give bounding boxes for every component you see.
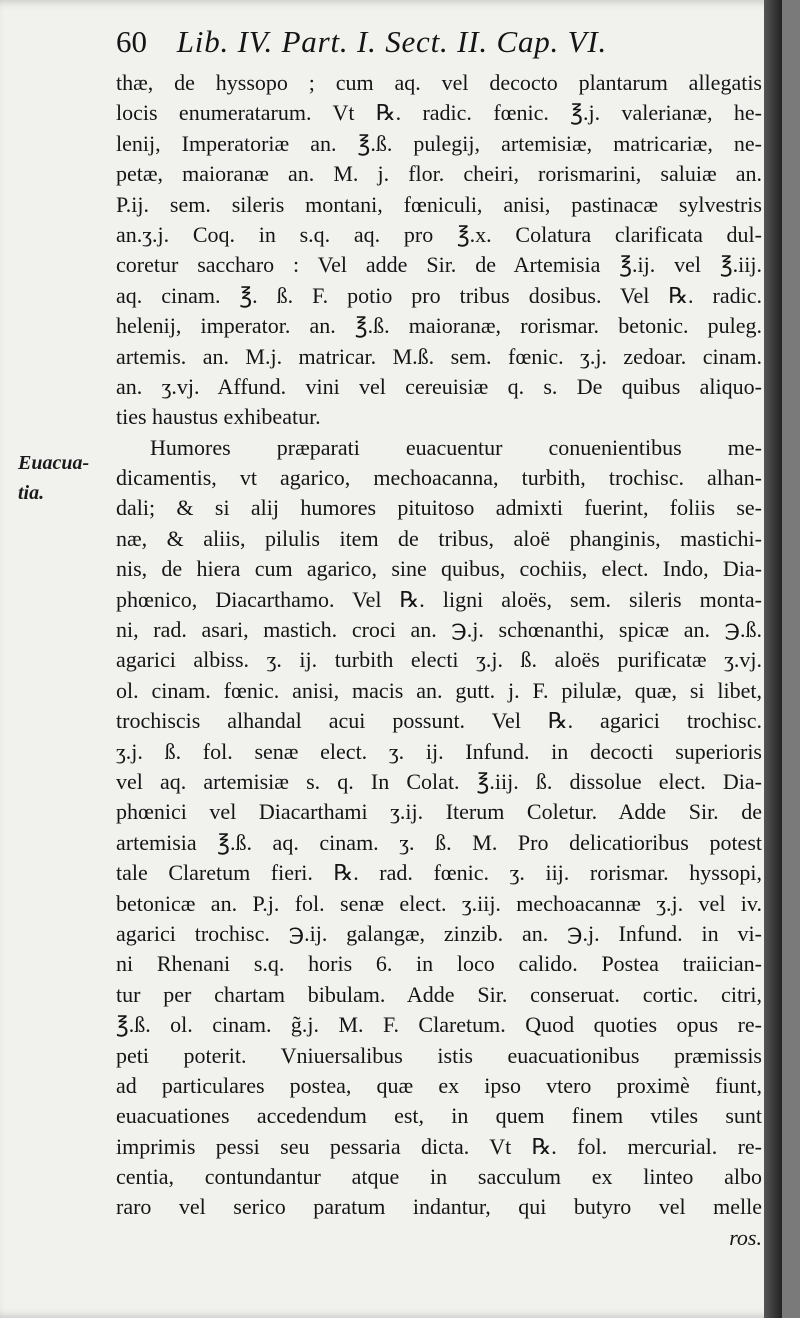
text-line: P.ij. sem. sileris montani, fœniculi, anisi, pastinacæ sylvestris <box>116 191 762 217</box>
text-line: tur per chartam bibulam. Adde Sir. conseruat. cortic. citri, <box>116 981 762 1007</box>
text-line: locis enumeratarum. Vt ℞. radic. fœnic. ℥.j. valerianæ, he- <box>116 100 762 126</box>
text-line: an.ʒ.j. Coq. in s.q. aq. pro ℥.x. Colatura clarificata dul- <box>116 221 762 247</box>
text-line: artemis. an. M.j. matricar. M.ß. sem. fœnic. ʒ.j. zedoar. cinam. <box>116 343 762 369</box>
text-line: næ, & aliis, pilulis item de tribus, aloë phanginis, mastichi- <box>116 525 762 551</box>
text-line: imprimis pessi seu pessaria dicta. Vt ℞. fol. mercurial. re- <box>116 1133 762 1159</box>
page-header <box>116 22 758 62</box>
text-line: dali; & si alij humores pituitoso admixti fuerint, foliis se- <box>116 495 762 521</box>
text-line: helenij, imperator. an. ℥.ß. maioranæ, rorismar. betonic. puleg. <box>116 313 762 339</box>
text-line: centia, contundantur atque in sacculum ex linteo albo <box>116 1164 762 1190</box>
text-line: ol. cinam. fœnic. anisi, macis an. gutt. j. F. pilulæ, quæ, si libet, <box>116 677 762 703</box>
margin-note-line: Euacua- <box>18 452 90 474</box>
margin-note-line: tia. <box>18 482 45 504</box>
text-line: petæ, maioranæ an. M. j. flor. cheiri, rorismarini, saluiæ an. <box>116 161 762 187</box>
page-edge-shadow <box>764 0 782 1318</box>
text-line: ℥.ß. ol. cinam. g̃.j. M. F. Claretum. Quod quoties opus re- <box>116 1012 762 1038</box>
text-line: ʒ.j. ß. fol. senæ elect. ʒ. ij. Infund. in decocti superioris <box>116 738 762 764</box>
text-line: ni Rhenani s.q. horis 6. in loco calido. Postea traiician- <box>116 951 762 977</box>
text-line: betonicæ an. P.j. fol. senæ elect. ʒ.iij. mechoacannæ ʒ.j. vel iv. <box>116 890 762 916</box>
text-line: ni, rad. asari, mastich. croci an. ℈.j. schœnanthi, spicæ an. ℈.ß. <box>116 617 762 643</box>
text-line: peti poterit. Vniuersalibus istis euacuationibus præmissis <box>116 1042 762 1068</box>
text-line: nis, de hiera cum agarico, sine quibus, cochiis, elect. Indo, Dia- <box>116 556 762 582</box>
running-title: Lib. IV. Part. I. Sect. II. Cap. VI. <box>176 24 608 59</box>
text-line: thæ, de hyssopo ; cum aq. vel decocto plantarum allegatis <box>116 70 762 95</box>
text-line: ad particulares postea, quæ ex ipso vtero proximè fiunt, <box>116 1072 762 1098</box>
text-line: coretur saccharo : Vel adde Sir. de Artemisia ℥.ij. vel ℥.iij. <box>116 252 762 278</box>
catchword: ros. <box>729 1224 762 1250</box>
text-line: phœnico, Diacarthamo. Vel ℞. ligni aloës, sem. sileris monta- <box>116 586 762 612</box>
text-line: tale Claretum fieri. ℞. rad. fœnic. ʒ. iij. rorismar. hyssopi, <box>116 860 762 886</box>
page-number: 60 <box>116 24 147 59</box>
text-line: ties haustus exhibeatur. <box>116 404 321 430</box>
text-line: agarici albiss. ʒ. ij. turbith electi ʒ.j. ß. aloës purificatæ ʒ.vj. <box>116 647 762 673</box>
text-line: dicamentis, vt agarico, mechoacanna, turbith, trochisc. alhan- <box>116 465 762 491</box>
text-line: an. ʒ.vj. Affund. vini vel cereuisiæ q. s. De quibus aliquo- <box>116 373 762 399</box>
text-line: euacuationes accedendum est, in quem finem vtiles sunt <box>116 1103 762 1129</box>
body-text <box>116 68 762 1253</box>
text-line: lenij, Imperatoriæ an. ℥.ß. pulegij, artemisiæ, matricariæ, ne- <box>116 130 762 156</box>
text-line: artemisia ℥.ß. aq. cinam. ʒ. ß. M. Pro delicatioribus potest <box>116 829 762 855</box>
text-line: agarici trochisc. ℈.ij. galangæ, zinzib. an. ℈.j. Infund. in vi- <box>116 920 762 946</box>
text-line: raro vel serico paratum indantur, qui butyro vel melle <box>116 1194 762 1220</box>
margin-note <box>18 448 108 508</box>
text-line: vel aq. artemisiæ s. q. In Colat. ℥.iij. ß. dissolue elect. Dia- <box>116 768 762 794</box>
paragraph-start-line: Humores præparati euacuentur conuenientibus me- <box>150 434 762 460</box>
text-line: aq. cinam. ℥. ß. F. potio pro tribus dosibus. Vel ℞. radic. <box>116 282 762 308</box>
text-line: phœnici vel Diacarthami ʒ.ij. Iterum Coletur. Adde Sir. de <box>116 799 762 825</box>
text-line: trochiscis alhandal acui possunt. Vel ℞. agarici trochisc. <box>116 708 762 734</box>
